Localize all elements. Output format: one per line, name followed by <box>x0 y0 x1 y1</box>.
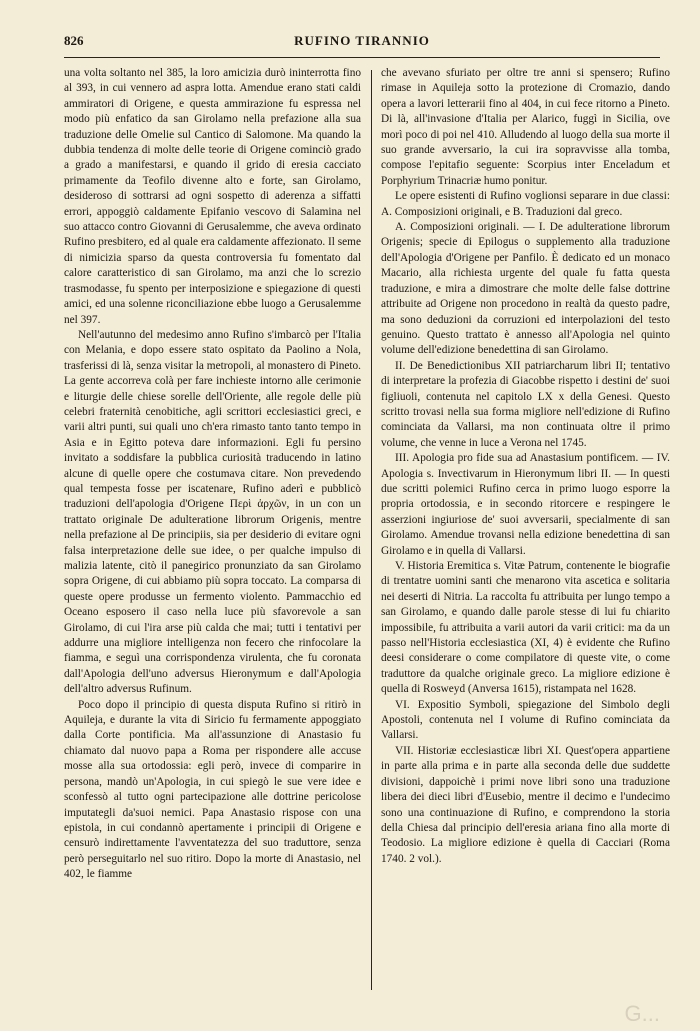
paragraph: Poco dopo il principio di questa disputa Rufino si ritirò in Aquileja, e durante la vita di Siricio fu fermamente appoggiato dalla Corte pontificia. Ma all'assunzione di Anastasio fu chiamato dal nuovo papa a Roma per rispondere alle accuse mosse alla sua ortodossia: egli però, invece di comparire in persona, mandò un'Apologia, in cui spiegò le sue vere idee e sconfessò al tutto ogni partecipazione alle dottrine pericolose imputategli da'suoi nemici. Papa Anastasio rispose con una epistola, in cui condannò apertamente i principii di Origene e censurò indirettamente l'avventatezza del suo traduttore, senza però perseguitarlo nel suo ritiro. Dopo la morte di Anastasio, nel 402, le fiamme <box>64 698 361 881</box>
header-rule <box>64 57 660 58</box>
paragraph: una volta soltanto nel 385, la loro amicizia durò ininterrotta fino al 393, in cui vennero ad aspra lotta. Amendue erano stati caldi ammiratori di Origene, e questa ammirazione fu espressa nel modo più enfatico da san Girolamo nella prefazione alla sua traduzione delle Omelie sul Cantico di Salomone. Ma quando la dubbia tendenza di molte delle teorie di Origene cominciò grado a grado a manifestarsi, e quando il grido di eresia cacciato primamente da Teofilo divenne alto e forte, san Girolamo, desideroso di sottrarsi ad ogni sospetto di aderenza a siffatti errori, appoggiò caldamente Epifanio vescovo di Salamina nel suo attacco contro Giovanni di Gerusalemme, che aveva ordinato Rufino presbitero, ed al quale era caldamente affezionato. Il seme di nimicizia sparso da questa controversia fu fomentato dal calore caratteristico di san Girolamo, ma anzi che lo screzio trasmodasse, fu spento per interposizione e spiegazione di questi amici, ed una solenne riconciliazione ebbe luogo a Gerusalemme nel 397. <box>64 67 361 326</box>
page-header <box>64 33 660 53</box>
watermark: G... <box>624 1001 660 1026</box>
paragraph: VII. Historiæ ecclesiasticæ libri XI. Quest'opera appartiene in parte alla prima e in parte alla seconda delle due suddette divisioni, dappoichè i primi nove libri sono una traduzione libera dei dieci libri d'Eusebio, mentre il decimo e l'undecimo sono una continuazione di Rufino, e comprendono la storia della Chiesa dal principio dell'eresia ariana fino alla morte di Teodosio. La migliore edizione è quella di Cacciari (Roma 1740. 2 vol.). <box>381 744 670 865</box>
left-column <box>64 66 361 996</box>
paragraph: V. Historia Eremitica s. Vitæ Patrum, contenente le biografie di trentatre uomini santi che menarono vita ascetica e solitaria nei deserti di Nitria. La raccolta fu attribuita per lungo tempo a san Girolamo, e quando dalle parole stesse di lui fu chiarito impossibile, fu attribuita a varii autori da varii critici: ma da un passo nell'Historia ecclesiastica (XI, 4) è evidente che Rufino deesi considerare o come compilatore di queste vite, o come traduttore da qualche originale greco. La migliore edizione è quella di Rosweyd (Anversa 1615), ristampata nel 1628. <box>381 560 670 696</box>
paragraph: III. Apologia pro fide sua ad Anastasium pontificem. — IV. Apologia s. Invectivarum in Hieronymum libri II. — In questi due scritti polemici Rufino cerca in primo luogo esporre la propria ortodossia, e in secondo ritorcere e respingere le asserzioni ingiuriose de' suoi avversarii, specialmente di san Girolamo. Amendue trovansi nella edizione benedettina di san Girolamo e in quella di Vallarsi. <box>381 452 670 557</box>
paragraph: A. Composizioni originali. — I. De adulteratione librorum Origenis; specie di Epilogus o supplemento alla traduzione dell'Apologia d'Origene per Panfilo. È dedicato ed un monaco Macario, alla richiesta urgente del quale fu fatta questa traduzione, e mira a dimostrare che molte delle false dottrine attribuite ad Origene non procedono in realtà da questo padre, ma sono deduzioni da corruzioni ed interpolazioni del testo genuino. Questo trattato è annesso all'Apologia nel quinto volume dell'edizione benedettina di san Girolamo. <box>381 221 670 357</box>
paragraph: VI. Expositio Symboli, spiegazione del Simbolo degli Apostoli, contenuta nel I volume di Rufino cominciata da Vallarsi. <box>381 698 670 742</box>
paragraph: II. De Benedictionibus XII patriarcharum libri II; tentativo di interpretare la profezia di Giacobbe rispetto i destini de' suoi figliuoli, contenuta nel capitolo LX x della Genesi. Questo scritto trovasi nella sua forma migliore nell'edizione di Rufino cominciata da Vallarsi, ma non continuata oltre il primo volume, che venne in luce a Verona nel 1745. <box>381 359 670 449</box>
running-title: RUFINO TIRANNIO <box>294 33 430 48</box>
right-column <box>381 66 670 996</box>
paragraph: Le opere esistenti di Rufino voglionsi separare in due classi: A. Composizioni originali, e B. Traduzioni dal greco. <box>381 190 670 218</box>
column-divider <box>371 70 372 990</box>
paragraph: Nell'autunno del medesimo anno Rufino s'imbarcò per l'Italia con Melania, e dopo essere stato ospitato da Paolino a Nola, trasferissi di là, senza visitar la metropoli, al monastero di Pineto. La gente accorreva colà per fare inchieste intorno alle cerimonie e liturgie delle chiese sorelle dell'Oriente, alle regole delle più celebri fraternità cenobitiche, agli scrittori ecclesiastici greci, e varii altri punti, sui quali uno ch'era rimasto tanto tanto tempo in Asia e in Egitto poteva dare informazioni. Egli fu persino invitato a soddisfare la pubblica curiosità traducendo in latino alcune di quelle opere che costumava citare. Non prevedendo qual tempesta fosse per iscatenare, Rufino aderì e pubblicò traduzioni dell'apologia d'Origene Περὶ ἀρχῶν, in un con un trattato originale De adulteratione librorum Origenis, mentre nella prefazione al De principiis, sia per desiderio di evitare ogni falsa interpretazione delle sue idee, o per qualche impulso di malizia latente, citò il panegirico pronunziato da san Girolamo sopra Origene, di cui abbiamo più sopra toccato. La comparsa di queste opere produsse un fermento violento. Pammacchio ed Oceano esposero il caso nella luce più sfavorevole a san Girolamo, di cui l'ira arse più calda che mai; tutti i tentativi per addurre una migliore intelligenza non fecero che rinfocolare la fiamma, e seguì una corrispondenza virulenta, che fu coronata dall'Apologia dell'uno adversus Hieronymum e dall'Apologia dell'altro adversus Rufinum. <box>64 328 361 696</box>
paragraph: che avevano sfuriato per oltre tre anni si spensero; Rufino rimase in Aquileja sotto la protezione di Cromazio, dando opera a lavori letterarii fino al 404, in cui fece ritorno a Pineto. Di là, all'invasione d'Italia per Alarico, fuggì in Sicilia, ove morì poco di poi nel 410. Alludendo al luogo della sua morte il suo grande avversario, la cui ira sopravvisse alla tomba, compose l'epitafio seguente: Scorpius inter Enceladum et Porphyrium Trinacriæ humo ponitur. <box>381 67 670 187</box>
page-number: 826 <box>64 33 84 48</box>
